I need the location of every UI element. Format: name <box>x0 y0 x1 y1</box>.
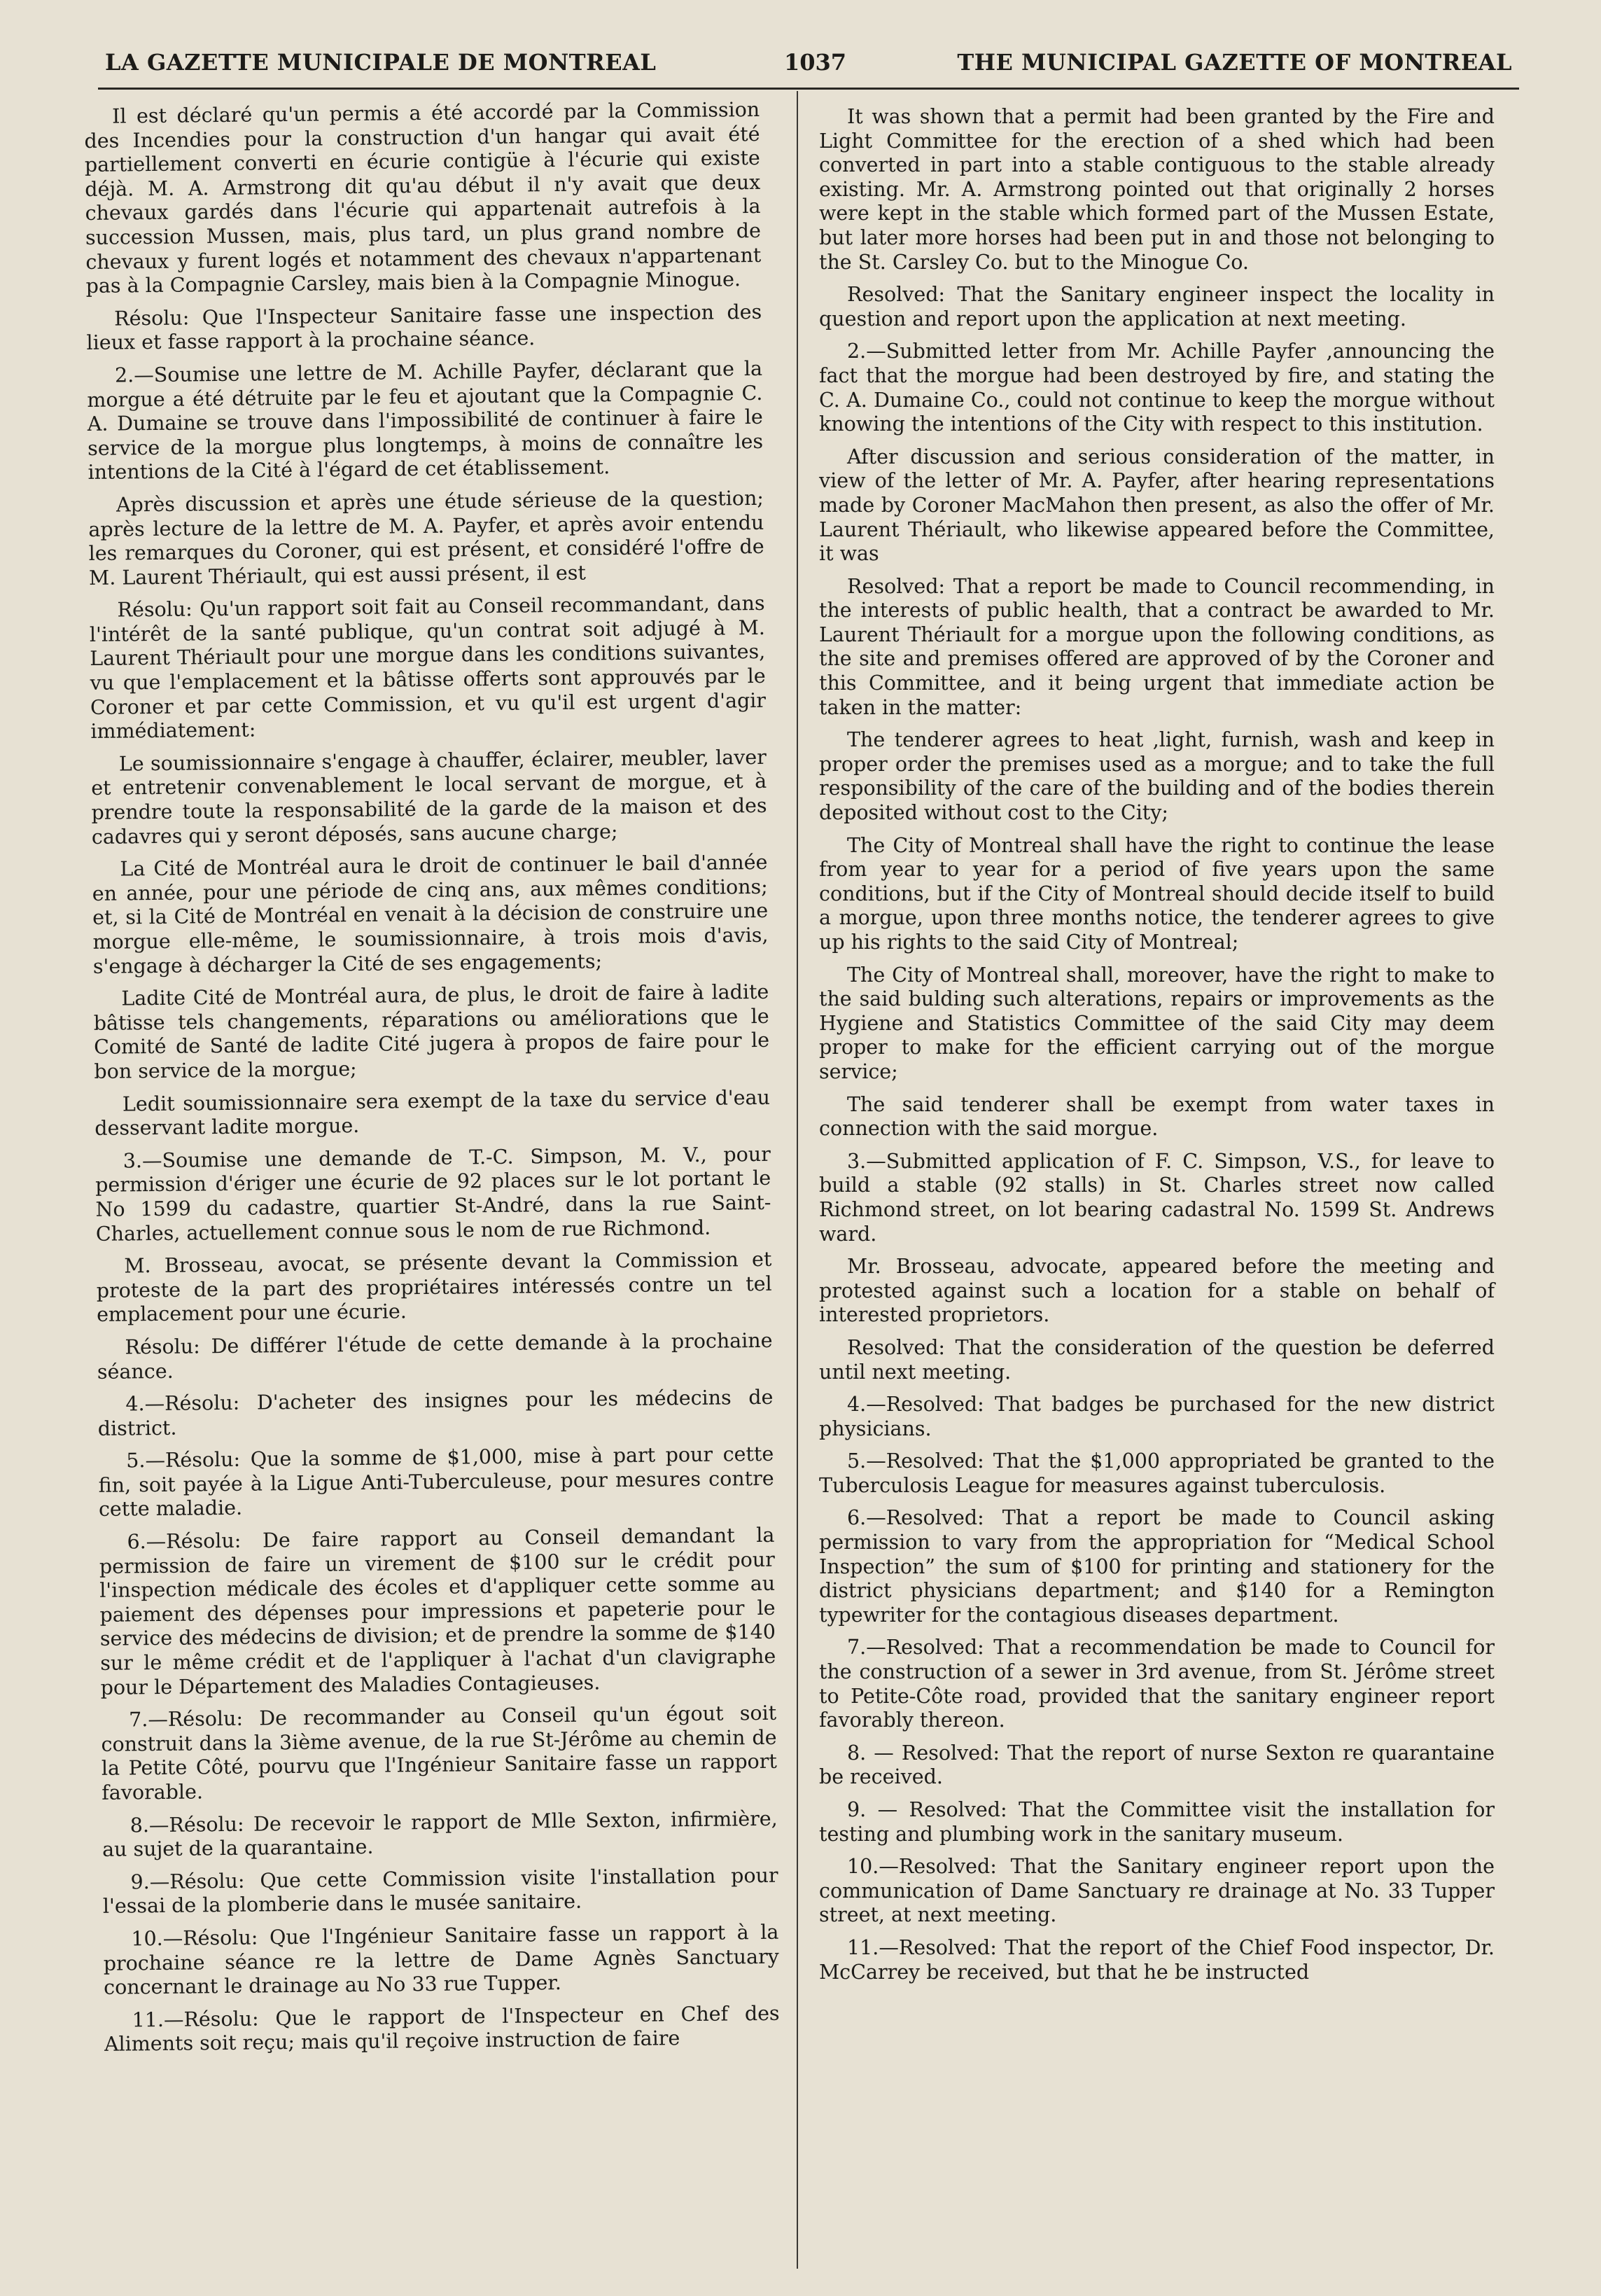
page-number: 1037 <box>784 49 847 76</box>
fr-paragraph: Résolu: Qu'un rapport soit fait au Conseil recommandant, dans l'intérêt de la santé publique, qu'un contrat soit adjugé à M. Laurent Thériault pour une morgue dans les conditions suivantes, vu que l'emplacement et la bâtisse offerts sont approuvés par le Coroner et par cette Commission, et vu qu'il est urgent d'agir immédiatement: <box>89 592 767 744</box>
en-paragraph: 9. — Resolved: That the Committee visit the installation for testing and plumbing work in the sanitary museum. <box>819 1798 1495 1846</box>
fr-paragraph: Le soumissionnaire s'engage à chauffer, éclairer, meubler, laver et entretenir convenablement le local servant de morgue, et à prendre toute la responsabilité de la garde de la maison et des cadavres qui y seront déposés, sans aucune charge; <box>91 745 767 849</box>
en-paragraph: The said tenderer shall be exempt from water taxes in connection with the said morgue. <box>819 1092 1495 1141</box>
en-paragraph: 8. — Resolved: That the report of nurse Sexton re quarantaine be received. <box>819 1741 1495 1789</box>
en-paragraph: The tenderer agrees to heat ,light, furnish, wash and keep in proper order the premises used as a morgue; and to take the full responsibility of the care of the building and of the bodies therein deposited without cost to the City; <box>819 728 1495 825</box>
en-paragraph: 2.—Submitted letter from Mr. Achille Payfer ,announcing the fact that the morgue had been destroyed by fire, and stating the C. A. Dumaine Co., could not continue to keep the morgue without knowing the intentions of the City with respect to this institution. <box>819 340 1495 436</box>
en-paragraph: 6.—Resolved: That a report be made to Council asking permission to vary from the appropriation for “Medical School Inspection” the sum of $100 for printing and stationery for the district physicians department; and $140 for a Remington typewriter for the contagious diseases department. <box>819 1506 1495 1627</box>
fr-paragraph: Ledit soumissionnaire sera exempt de la taxe du service d'eau desservant ladite morgue. <box>95 1085 771 1141</box>
fr-paragraph: 6.—Résolu: De faire rapport au Conseil demandant la permission de faire un virement de $100 sur le crédit pour l'inspection médicale des écoles et d'appliquer cette somme au paiement des dépenses pour impressions et papeterie pour le service des médecins de division; et de prendre la somme de $140 sur le même crédit et de l'appliquer à l'achat d'un clavigraphe pour le Département des Maladies Contagieuses. <box>99 1523 776 1699</box>
en-paragraph: Resolved: That the consideration of the question be deferred until next meeting. <box>819 1335 1495 1384</box>
fr-paragraph: Il est déclaré qu'un permis a été accordé par la Commission des Incendies pour la construction d'un hangar qui avait été partiellement converti en écurie contigüe à l'écurie qui existe déjà. M. A. Armstrong dit qu'au début il n'y avait que deux chevaux gardés dans l'écurie qui appartenait autrefois à la succession Mussen, mais, plus tard, un plus grand nombre de chevaux y furent logés et notamment des chevaux n'appartenant pas à la Compagnie Carsley, mais bien à la Compagnie Minogue. <box>84 97 762 298</box>
fr-paragraph: La Cité de Montréal aura le droit de continuer le bail d'année en année, pour une période de cinq ans, aux mêmes conditions; et, si la Cité de Montréal en venait à la décision de construire une morgue elle-même, le soumissionnaire, à trois mois d'avis, s'engage à décharger la Cité de ses engagements; <box>92 851 769 978</box>
fr-paragraph: 2.—Soumise une lettre de M. Achille Payfer, déclarant que la morgue a été détruite par le feu et ajoutant que la Compagnie C. A. Dumaine se trouve dans l'impossibilité de continuer à faire le service de la morgue plus longtemps, à moins de connaître les intentions de la Cité à l'égard de cet établissement. <box>87 356 764 485</box>
en-paragraph: The City of Montreal shall, moreover, have the right to make to the said bulding such alterations, repairs or improvements as the Hygiene and Statistics Committee of the said City may deem proper to make for the efficient carrying out of the morgue service; <box>819 963 1495 1083</box>
header-english-title: THE MUNICIPAL GAZETTE OF MONTREAL <box>957 49 1512 76</box>
en-paragraph: It was shown that a permit had been granted by the Fire and Light Committee for the erection of a shed which had been converted in part into a stable contiguous to the stable already existing. Mr. A. Armstrong pointed out that originally 2 horses were kept in the stable which formed part of the Mussen Estate, but later more horses had been put in and those not belonging to the St. Carsley Co. but to the Minogue Co. <box>819 105 1495 274</box>
en-paragraph: 7.—Resolved: That a recommendation be made to Council for the construction of a sewer in 3rd avenue, from St. Jérôme street to Petite-Côte road, provided that the sanitary engineer report favorably thereon. <box>819 1636 1495 1732</box>
fr-paragraph: 9.—Résolu: Que cette Commission visite l'installation pour l'essai de la plomberie dans le musée sanitaire. <box>102 1863 778 1919</box>
fr-paragraph: Résolu: De différer l'étude de cette demande à la prochaine séance. <box>97 1328 773 1384</box>
en-paragraph: After discussion and serious consideration of the matter, in view of the letter of Mr. A. Payfer, after hearing representations made by Coroner MacMahon then present, as also the offer of Mr. Laurent Thériault, who likewise appeared before the Committee, it was <box>819 445 1495 566</box>
en-paragraph: Mr. Brosseau, advocate, appeared before the meeting and protested against such a location for a stable on behalf of interested proprietors. <box>819 1255 1495 1327</box>
fr-paragraph: 5.—Résolu: Que la somme de $1,000, mise à part pour cette fin, soit payée à la Ligue Anti-Tuberculeuse, pour mesures contre cette maladie. <box>98 1442 774 1522</box>
fr-paragraph: 4.—Résolu: D'acheter des insignes pour les médecins de district. <box>97 1385 774 1440</box>
en-paragraph: 4.—Resolved: That badges be purchased for the new district physicians. <box>819 1393 1495 1440</box>
header-rule <box>98 88 1519 90</box>
fr-paragraph: M. Brosseau, avocat, se présente devant la Commission et proteste de la part des propriétaires intéressés contre un tel emplacement pour une écurie. <box>96 1247 772 1327</box>
en-paragraph: 5.—Resolved: That the $1,000 appropriated be granted to the Tuberculosis League for measures against tuberculosis. <box>819 1449 1495 1497</box>
fr-paragraph: 10.—Résolu: Que l'Ingénieur Sanitaire fasse un rapport à la prochaine séance re la lettre de Dame Agnès Sanctuary concernant le drainage au No 33 rue Tupper. <box>103 1920 779 2000</box>
en-paragraph: The City of Montreal shall have the right to continue the lease from year to year for a period of five years upon the same conditions, but if the City of Montreal should decide itself to build a morgue, upon three months notice, the tenderer agrees to give up his rights to the said City of Montreal; <box>819 833 1495 954</box>
en-paragraph: 11.—Resolved: That the report of the Chief Food inspector, Dr. McCarrey be received, but that he be instructed <box>819 1935 1495 1984</box>
column-divider <box>797 91 798 2269</box>
fr-paragraph: 3.—Soumise une demande de T.-C. Simpson, M. V., pour permission d'ériger une écurie de 92 places sur le lot portant le No 1599 du cadastre, quartier St-André, dans la rue Saint-Charles, actuellement connue sous le nom de rue Richmond. <box>95 1142 771 1246</box>
fr-paragraph: Après discussion et après une étude sérieuse de la question; après lecture de la lettre de M. A. Payfer, et après avoir entendu les remarques du Coroner, qui est présent, et considéré l'offre de M. Laurent Thériault, qui est aussi présent, il est <box>88 486 764 590</box>
fr-paragraph: 7.—Résolu: De recommander au Conseil qu'un égout soit construit dans la 3ième avenue, de la rue St-Jérôme au chemin de la Petite Côté, pourvu que l'Ingénieur Sanitaire fasse un rapport favorable. <box>101 1701 777 1804</box>
fr-paragraph: 11.—Résolu: Que le rapport de l'Inspecteur en Chef des Aliments soit reçu; mais qu'il reçoive instruction de faire <box>104 2001 780 2057</box>
english-column <box>819 105 1495 1993</box>
header-french-title: LA GAZETTE MUNICIPALE DE MONTREAL <box>105 49 657 76</box>
en-paragraph: Resolved: That a report be made to Council recommending, in the interests of public health, that a contract be awarded to Mr. Laurent Thériault for a morgue upon the following conditions, as the site and premises offered are approved of by the Coroner and this Committee, and it being urgent that immediate action be taken in the matter: <box>819 574 1495 719</box>
french-column <box>84 98 780 2066</box>
fr-paragraph: Ladite Cité de Montréal aura, de plus, le droit de faire à ladite bâtisse tels changements, réparations ou améliorations que le Comité de Santé de ladite Cité jugera à propos de faire pour le bon service de la morgue; <box>93 980 770 1083</box>
fr-paragraph: Résolu: Que l'Inspecteur Sanitaire fasse une inspection des lieux et fasse rapport à la prochaine séance. <box>86 300 762 355</box>
en-paragraph: 3.—Submitted application of F. C. Simpson, V.S., for leave to build a stable (92 stalls) in St. Charles street now called Richmond street, on lot bearing cadastral No. 1599 St. Andrews ward. <box>819 1149 1495 1246</box>
en-paragraph: 10.—Resolved: That the Sanitary engineer report upon the communication of Dame Sanctuary re drainage at No. 33 Tupper street, at next meeting. <box>819 1855 1495 1927</box>
fr-paragraph: 8.—Résolu: De recevoir le rapport de Mlle Sexton, infirmière, au sujet de la quarantaine. <box>102 1807 778 1862</box>
en-paragraph: Resolved: That the Sanitary engineer inspect the locality in question and report upon the application at next meeting. <box>819 283 1495 331</box>
page-header <box>105 49 1512 91</box>
